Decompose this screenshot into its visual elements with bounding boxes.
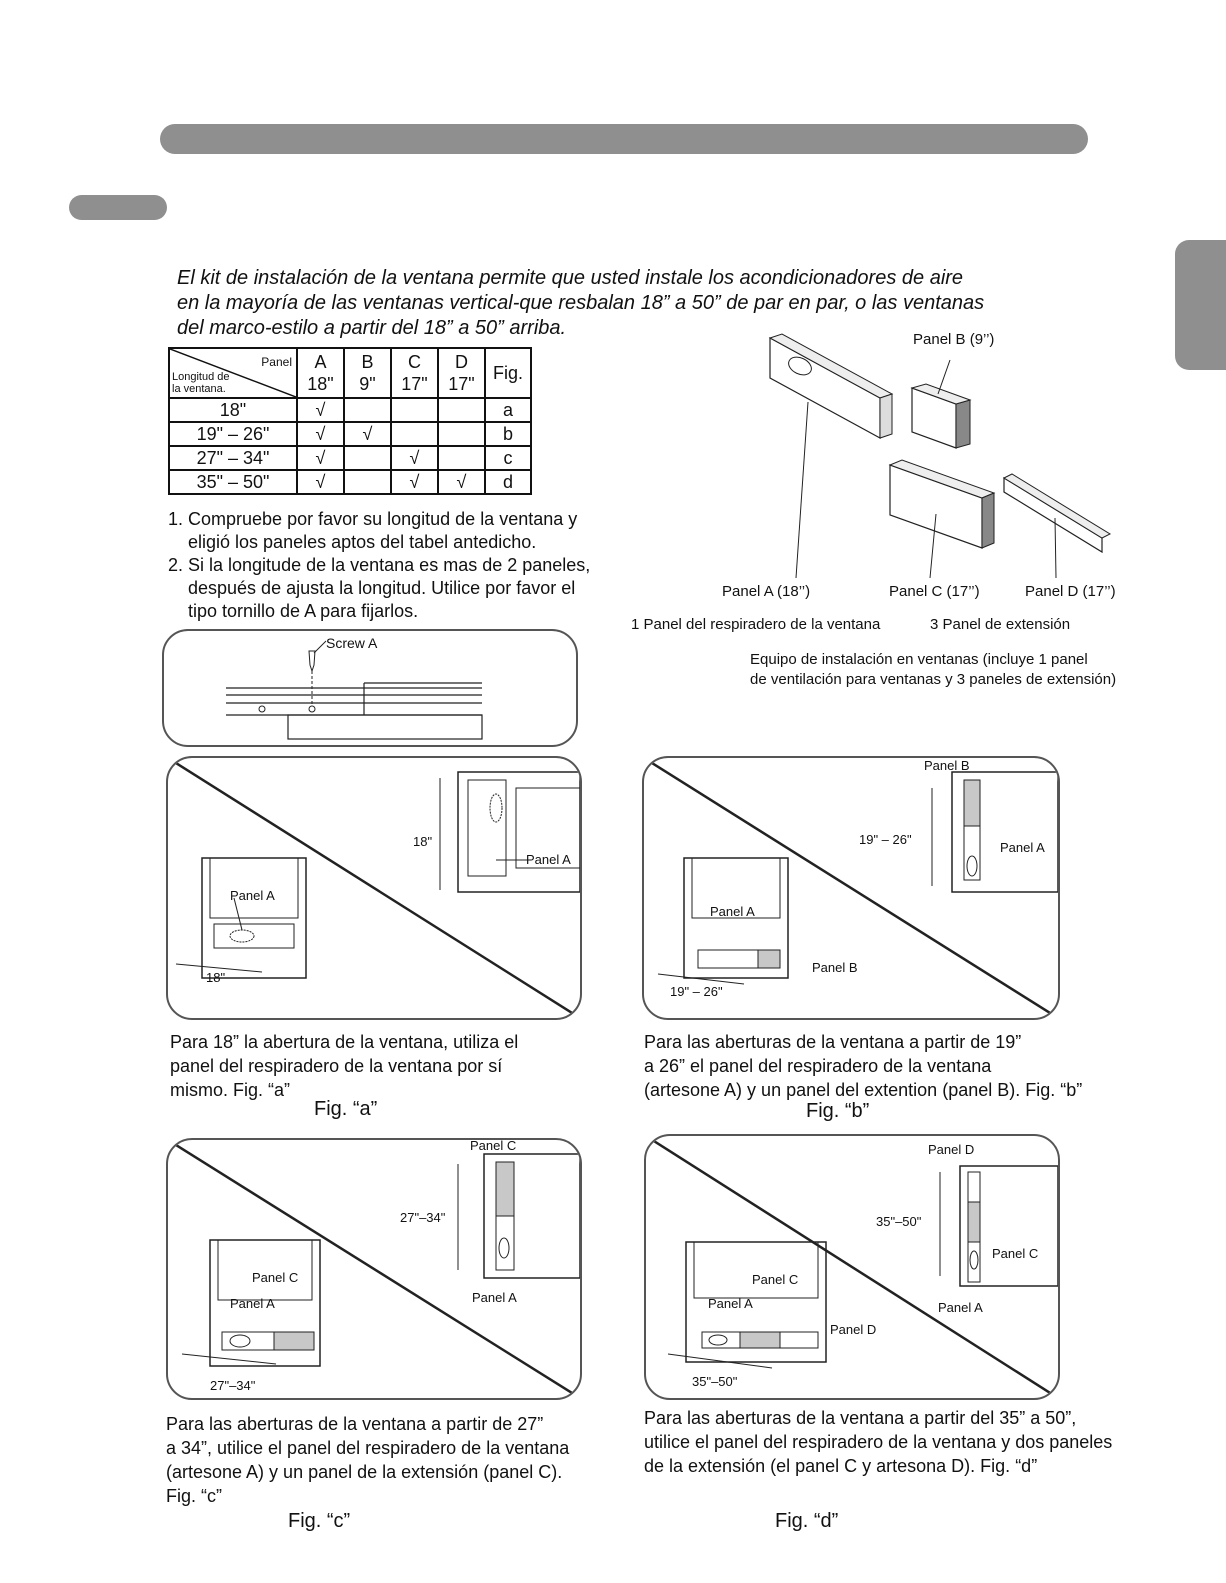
column-size: 17" (448, 374, 475, 394)
row-length: 27" – 34" (169, 446, 297, 470)
row-length: 19" – 26" (169, 422, 297, 446)
cell-c (391, 398, 438, 422)
table-row (169, 398, 531, 422)
cell-fig: b (485, 422, 531, 446)
fig-d-dim-bottom: 35"–50" (692, 1374, 738, 1389)
figure-b-label: Fig. “b” (806, 1100, 870, 1122)
figure-d-box (644, 1134, 1060, 1400)
caption-line: Para las aberturas de la ventana a partir de 19” (644, 1032, 1022, 1052)
fig-c-panel-left-c: Panel C (252, 1270, 299, 1285)
figure-b-box (642, 756, 1060, 1020)
subsection-pill (69, 195, 167, 220)
cell-fig: a (485, 398, 531, 422)
caption-line: Para 18” la abertura de la ventana, utiliza el (170, 1032, 519, 1052)
fig-d-dim-right: 35"–50" (876, 1214, 922, 1229)
fig-d-panel-left-d: Panel D (830, 1322, 877, 1337)
caption-line: panel del respiradero de la ventana por sí (170, 1056, 503, 1076)
cell-b (344, 470, 391, 494)
column-size: 17" (401, 374, 428, 394)
kit-panel-a-label: Panel A (18’’) (722, 583, 811, 600)
fig-b-panel-right: Panel A (1000, 840, 1045, 855)
row-length: 35" – 50" (169, 470, 297, 494)
fig-d-top-label: Panel D (928, 1142, 975, 1157)
cell-c: √ (391, 470, 438, 494)
kit-panel-c-label: Panel C (17’’) (889, 583, 980, 600)
fig-d-panel-left-a: Panel A (708, 1296, 753, 1311)
fig-a-panel-right: Panel A (526, 852, 571, 867)
figure-c-label: Fig. “c” (288, 1510, 351, 1532)
cell-b: √ (344, 422, 391, 446)
kit-panels-drawing (760, 330, 1140, 600)
fig-a-dim-right: 18" (413, 834, 433, 849)
cell-d (438, 398, 485, 422)
instruction-steps (168, 508, 618, 623)
row-length: 18" (169, 398, 297, 422)
step-1-line: 1. Compruebe por favor su longitud de la ventana y (168, 509, 578, 529)
fig-c-panel-right: Panel A (472, 1290, 517, 1305)
figure-d-caption (644, 1406, 1184, 1478)
column-letter: B (361, 352, 374, 372)
step-1-line: eligió los paneles aptos del tabel antedicho. (188, 532, 537, 552)
cell-c (391, 422, 438, 446)
column-header-a (297, 348, 344, 398)
figure-b-drawing (644, 758, 1058, 1018)
intro-line: en la mayoría de las ventanas vertical-que resbalan 18” a 50” de par en par, o las ventanas (177, 292, 985, 314)
cell-d (438, 422, 485, 446)
fig-a-panel-left: Panel A (230, 888, 275, 903)
caption-line: Para las aberturas de la ventana a partir de 27” (166, 1414, 544, 1434)
caption-line: de la extensión (el panel C y artesona D). Fig. “d” (644, 1456, 1038, 1476)
fig-b-panel-left-b: Panel B (812, 960, 858, 975)
vent-panel-label: 1 Panel del respiradero de la ventana (631, 616, 881, 633)
kit-note-line: de ventilación para ventanas y 3 paneles de extensión) (750, 671, 1117, 688)
step-2-line: 2. Si la longitude de la ventana es mas de 2 paneles, (168, 555, 591, 575)
column-header-b (344, 348, 391, 398)
figure-c-drawing (168, 1140, 580, 1398)
fig-d-panel-right-a: Panel A (938, 1300, 983, 1315)
fig-c-top-label: Panel C (470, 1138, 517, 1153)
cell-b (344, 446, 391, 470)
header-panel: Panel (261, 355, 292, 369)
caption-line: Fig. “c” (166, 1486, 222, 1506)
fig-a-dim-bottom: 18" (206, 970, 226, 985)
step-2-line: después de ajusta la longitud. Utilice por favor el (188, 578, 576, 598)
header-length-line: Longitud de (172, 371, 230, 383)
caption-line: (artesone A) y un panel del extention (panel B). Fig. “b” (644, 1080, 1083, 1100)
kit-panel-b-label: Panel B (9’’) (913, 331, 995, 348)
column-size: 9" (359, 374, 376, 394)
header-length (172, 371, 230, 395)
caption-line: a 26” el panel del respiradero de la ventana (644, 1056, 992, 1076)
section-title-bar (160, 124, 1088, 154)
cell-fig: d (485, 470, 531, 494)
column-letter: A (314, 352, 327, 372)
column-header-c (391, 348, 438, 398)
caption-line: utilice el panel del respiradero de la ventana y dos paneles (644, 1432, 1113, 1452)
language-side-tab (1175, 240, 1226, 370)
column-letter: C (408, 352, 421, 372)
figure-a-box (166, 756, 582, 1020)
cell-c: √ (391, 446, 438, 470)
intro-line: del marco-estilo a partir del 18” a 50” arriba. (177, 317, 567, 339)
figure-a-caption (170, 1030, 590, 1102)
fig-b-panel-left-a: Panel A (710, 904, 755, 919)
table-header-row (169, 348, 531, 398)
caption-line: mismo. Fig. “a” (170, 1080, 291, 1100)
fig-d-panel-left-c: Panel C (752, 1272, 799, 1287)
cell-b (344, 398, 391, 422)
kit-note (750, 650, 1116, 690)
screw-a-label: Screw A (326, 635, 378, 651)
figure-b-caption (644, 1030, 1144, 1102)
table-row (169, 422, 531, 446)
fig-c-dim-right: 27"–34" (400, 1210, 446, 1225)
header-length-line: la ventana. (172, 383, 226, 395)
caption-line: Para las aberturas de la ventana a partir del 35” a 50”, (644, 1408, 1077, 1428)
figure-d-label: Fig. “d” (775, 1510, 839, 1532)
fig-d-panel-right-c: Panel C (992, 1246, 1039, 1261)
kit-note-line: Equipo de instalación en ventanas (incluye 1 panel (750, 651, 1088, 668)
cell-a: √ (297, 398, 344, 422)
fig-b-dim-bottom: 19" – 26" (670, 984, 723, 999)
screw-detail-box (162, 629, 578, 747)
cell-fig: c (485, 446, 531, 470)
column-header-d (438, 348, 485, 398)
column-letter: D (455, 352, 468, 372)
fig-c-dim-bottom: 27"–34" (210, 1378, 256, 1393)
diagonal-header-cell (169, 348, 297, 398)
column-header-fig: Fig. (485, 348, 531, 398)
intro-line: El kit de instalación de la ventana permite que usted instale los acondicionadores de aire (177, 267, 964, 289)
fig-b-dim-right: 19" – 26" (859, 832, 912, 847)
figure-a-label: Fig. “a” (314, 1098, 378, 1120)
cell-a: √ (297, 422, 344, 446)
cell-a: √ (297, 446, 344, 470)
caption-line: (artesone A) y un panel de la extensión (panel C). (166, 1462, 563, 1482)
fig-b-top-label: Panel B (924, 758, 970, 773)
panel-selection-table (168, 347, 532, 495)
cell-d: √ (438, 470, 485, 494)
figure-c-box (166, 1138, 582, 1400)
fig-c-panel-left-a: Panel A (230, 1296, 275, 1311)
step-2-line: tipo tornillo de A para fijarlos. (188, 601, 419, 621)
column-size: 18" (307, 374, 334, 394)
table-row (169, 470, 531, 494)
extension-panel-label: 3 Panel de extensión (930, 616, 1071, 633)
figure-c-caption (166, 1412, 626, 1508)
caption-line: a 34”, utilice el panel del respiradero de la ventana (166, 1438, 570, 1458)
kit-panel-d-label: Panel D (17’’) (1025, 583, 1116, 600)
cell-a: √ (297, 470, 344, 494)
table-row (169, 446, 531, 470)
cell-d (438, 446, 485, 470)
figure-d-drawing (646, 1136, 1058, 1398)
